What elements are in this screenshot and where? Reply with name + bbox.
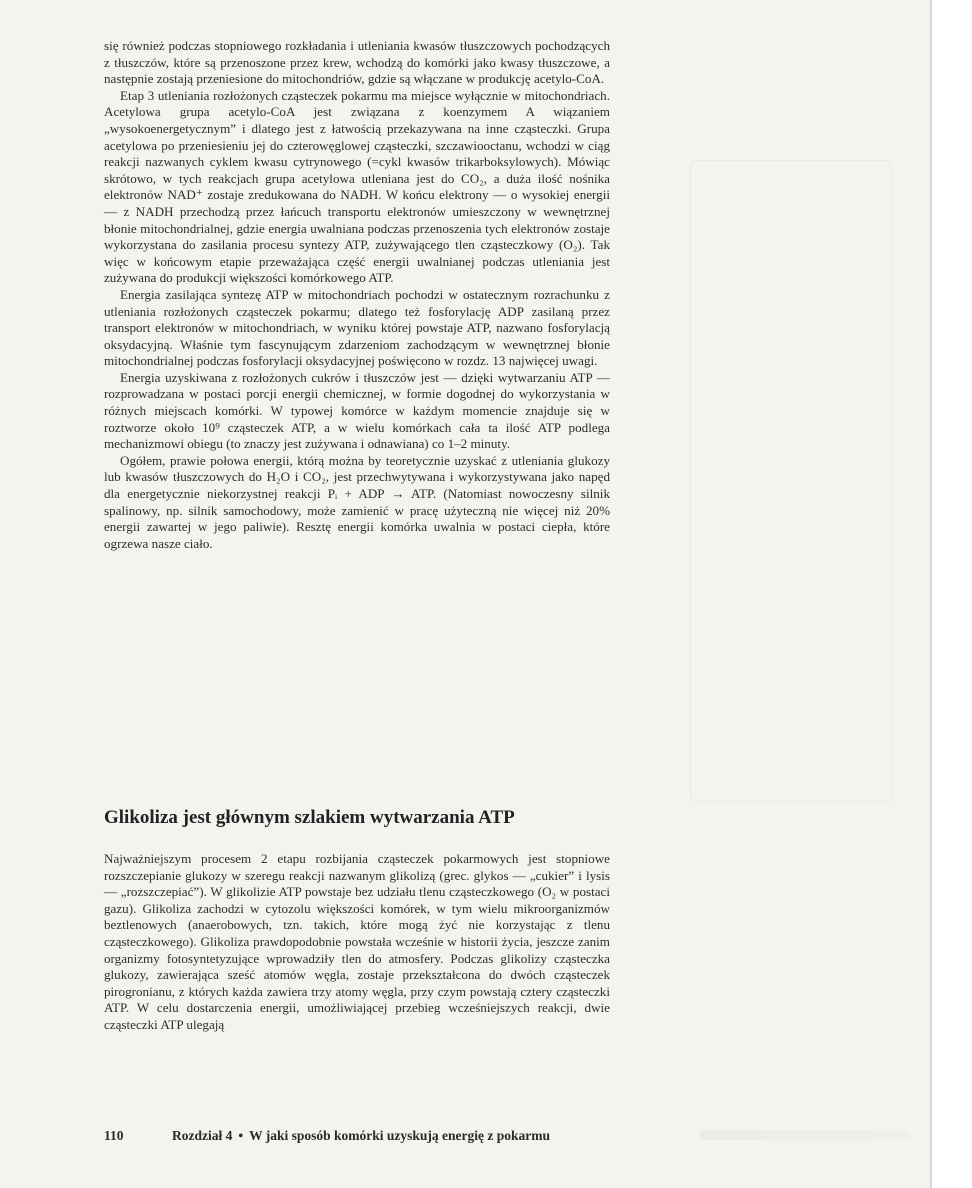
- page-footer: [104, 1127, 664, 1145]
- facing-page-edge: [930, 0, 972, 1188]
- paragraph-stage-3: Etap 3 utleniania rozłożonych cząsteczek pokarmu ma miejsce wyłącznie w mitochondriach. Acetylowa grupa acetylo-CoA jest związana z koenzymem A wiązaniem „wysokoenergetycznym” i dlatego jest z łatwością przekazywana na inne cząsteczki. Grupa acetylowa po przeniesieniu jej do czterowęglowej cząsteczki, szczawiooctanu, wchodzi w ciąg reakcji nazwanych cyklem kwasu cytrynowego (=cykl kwasów trikarboksylowych). Mówiąc skrótowo, w tych reakcjach grupa acetylowa utleniana jest do CO₂, a duża ilość nośnika elektronów NAD⁺ zostaje zredukowana do NADH. W końcu elektrony — o wysokiej energii — z NADH przechodzą przez łańcuch transportu elektronów umieszczony w wewnętrznej błonie mitochondrialnej, gdzie energia uwalniana podczas przenoszenia tych elektronów zostaje wykorzystana do zasilania procesu syntezy ATP, zużywającego tlen cząsteczkowy (O₂). Tak więc w końcowym etapie przeważająca część energii uwalnianej podczas utleniania jest zużywana do produkcji większości komórkowego ATP.: [104, 87, 610, 286]
- paragraph-continued: się również podczas stopniowego rozkładania i utleniania kwasów tłuszczowych pochodzących z tłuszczów, które są przenoszone przez krew, wchodzą do komórki jako kwasy tłuszczowe, a następnie zostają przeniesione do mitochondriów, gdzie są włączane w produkcję acetylo-CoA.: [104, 38, 610, 87]
- show-through-shadow: [690, 160, 892, 802]
- show-through-footer: [700, 1130, 910, 1140]
- paragraph-oxidative-phosphorylation: Energia zasilająca syntezę ATP w mitochondriach pochodzi w ostatecznym rozrachunku z utleniania rozłożonych cząsteczek pokarmu; dlatego też fosforylację ADP zasilaną przez transport elektronów w mitochondriach, w wyniku której powstaje ATP, nazwano fosforylacją oksydacyjną. Właśnie tym fascynującym zdarzeniom zachodzącym w wewnętrznej błonie mitochondrialnej podczas fosforylacji oksydacyjnej poświęcono w rozdz. 13 najwięcej uwagi.: [104, 286, 610, 369]
- paragraph-glycolysis: Najważniejszym procesem 2 etapu rozbijania cząsteczek pokarmowych jest stopniowe rozszczepianie glukozy w szeregu reakcji nazwanym glikolizą (grec. glykos — „cukier” i lysis — „rozszczepiać”). W glikolizie ATP powstaje bez udziału tlenu cząsteczkowego (O₂ w postaci gazu). Glikoliza zachodzi w cytozolu większości komórek, w tym wielu mikroorganizmów beztlenowych (anaerobowych, tzn. takich, które mogą żyć nie korzystając z tlenu cząsteczkowego). Glikoliza prawdopodobnie powstała wcześnie w historii życia, jeszcze zanim organizmy fotosyntetyzujące wprowadziły tlen do atmosfery. Podczas glikolizy cząsteczka glukozy, zawierająca sześć atomów węgla, zostaje przekształcona do dwóch cząsteczek pirogronianu, z których każda zawiera trzy atomy węgla, przy czym powstają cztery cząsteczki ATP. W celu dostarczenia energii, umożliwiającej przebieg wcześniejszych reakcji, dwie cząsteczki ATP ulegają: [104, 851, 610, 1032]
- chapter-label: Rozdział 4: [172, 1128, 233, 1143]
- chapter-title: W jaki sposób komórki uzyskują energię z pokarmu: [249, 1128, 551, 1143]
- body-text-section-1: [104, 38, 610, 552]
- paragraph-energy-efficiency: Ogółem, prawie połowa energii, którą można by teoretycznie uzyskać z utleniania glukozy lub kwasów tłuszczowych do H₂O i CO₂, jest przechwytywana i wykorzystywana jako napęd dla energetycznie niekorzystnej reakcji Pᵢ + ADP → ATP. (Natomiast nowoczesny silnik spalinowy, np. silnik samochodowy, może zamienić w pracę użyteczną nie więcej niż 20% energii zawartej w jego paliwie). Resztę energii komórka uwalnia w postaci ciepła, które ogrzewa nasze ciało.: [104, 452, 610, 551]
- body-text-section-2: [104, 851, 610, 1034]
- footer-separator: •: [238, 1128, 244, 1143]
- paragraph-atp-distribution: Energia uzyskiwana z rozłożonych cukrów i tłuszczów jest — dzięki wytwarzaniu ATP — rozprowadzana w postaci porcji energii chemicznej, w formie dogodnej do wykorzystania w różnych miejscach komórki. W typowej komórce w każdym momencie znajduje się w roztworze około 10⁹ cząsteczek ATP, a w wielu komórkach cała ta ilość ATP podlega mechanizmowi obiegu (to znaczy jest zużywana i odnawiana) co 1–2 minuty.: [104, 369, 610, 452]
- page-number: 110: [104, 1128, 124, 1143]
- section-heading: Glikoliza jest głównym szlakiem wytwarzania ATP: [104, 807, 515, 828]
